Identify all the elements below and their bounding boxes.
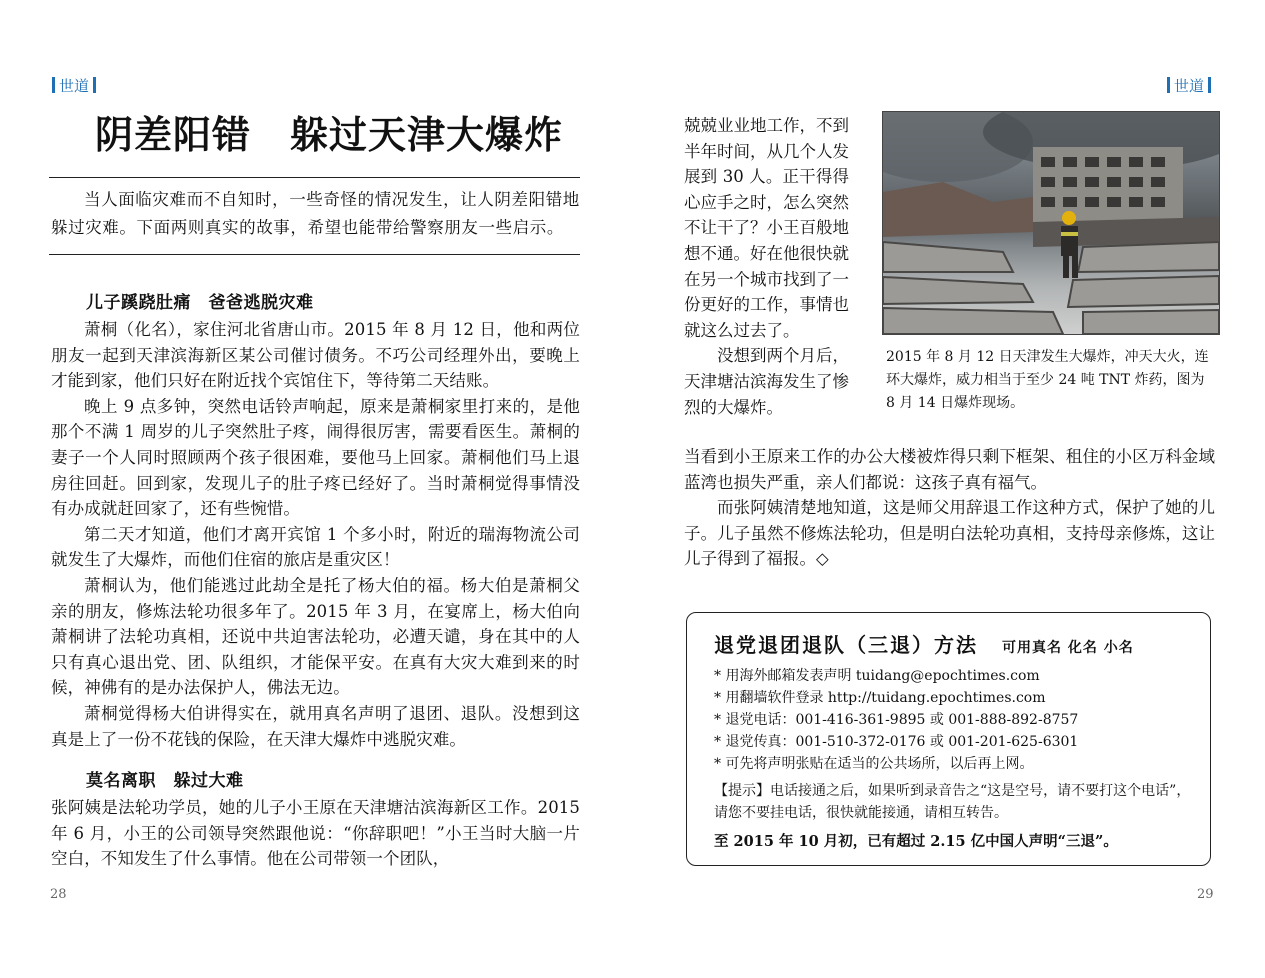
page-number-right: 29 <box>1197 887 1214 902</box>
box-title <box>714 629 1134 658</box>
section-tag-right <box>1163 75 1215 96</box>
explosion-scene-illustration <box>883 112 1219 334</box>
story2-paragraph: 当看到小王原来工作的办公大楼被炸得只剩下框架、租住的小区万科金域蓝湾也损失严重，亲人们都说：这孩子真有福气。 <box>684 447 1215 492</box>
intro-paragraph: 当人面临灾难而不自知时，一些奇怪的情况发生，让人阴差阳错地躲过灾难。下面两则真实的故事，希望也能带给警察朋友一些启示。 <box>51 190 580 237</box>
story1-body <box>51 317 580 752</box>
box-tip: 【提示】电话接通之后，如果听到录音告之“这是空号，请不要打这个电话”，请您不要挂电话，很快就能接通，请相互转告。 <box>714 783 1191 821</box>
photo-caption-text: 2015 年 8 月 12 日天津发生大爆炸，冲天大火，连环大爆炸，威力相当于至少 24 吨 TNT 炸药，图为 8 月 14 日爆炸现场。 <box>886 349 1209 411</box>
article-title: 阴差阳错 躲过天津大爆炸 <box>95 112 564 157</box>
page-number-left: 28 <box>50 887 67 902</box>
box-method-item: * 用海外邮箱发表声明 tuidang@epochtimes.com <box>714 668 1040 684</box>
section-tag-bar <box>52 77 55 93</box>
story2-paragraph: 兢兢业业地工作，不到半年时间，从几个人发展到 30 人。正干得得心应手之时，怎么突然不让干了？小王百般地想不通。好在他很快就在另一个城市找到了一份更好的工作，事情也就这么过去了。 <box>684 116 849 340</box>
box-method-item: * 可先将声明张贴在适当的公共场所，以后再上网。 <box>714 756 1034 772</box>
section-tag-label: 世道 <box>59 77 90 95</box>
story1-paragraph: 萧桐认为，他们能逃过此劫全是托了杨大伯的福。杨大伯是萧桐父亲的朋友，修炼法轮功很多年了。2015 年 3 月，在宴席上，杨大伯向萧桐讲了法轮功真相，还说中共迫害法轮功，必遭天谴，身在其中的人只有真心退出党、团、队组织，才能保平安。在真有大灾大难到来的时候，神佛有的是办法保护人，佛法无边。 <box>51 575 580 698</box>
section-tag-bar <box>1167 77 1170 93</box>
photo-caption <box>886 346 1216 415</box>
story1-heading: 儿子蹊跷肚痛 爸爸逃脱灾难 <box>86 293 314 313</box>
box-method-list <box>714 665 1078 775</box>
section-tag-bar <box>93 77 96 93</box>
explosion-scene-photo <box>882 111 1220 335</box>
section-tag-bar <box>1208 77 1211 93</box>
box-method-item: * 退党电话：001-416-361-9895 或 001-888-892-8757 <box>714 712 1079 728</box>
box-final-statement: 至 2015 年 10 月初，已有超过 2.15 亿中国人声明“三退”。 <box>714 833 1118 850</box>
section-tag-label: 世道 <box>1174 77 1205 95</box>
tuidang-info-box <box>686 612 1211 866</box>
title-divider-top <box>49 177 580 178</box>
section-tag-left <box>48 75 100 96</box>
title-divider-bottom <box>49 254 580 255</box>
story2-paragraph: 张阿姨是法轮功学员，她的儿子小王原在天津塘沽滨海新区工作。2015 年 6 月，小王的公司领导突然跟他说：“你辞职吧！”小王当时大脑一片空白，不知发生了什么事情。他在公司带领一个团队， <box>51 798 580 869</box>
box-title-text: 退党退团退队（三退）方法 <box>714 633 978 657</box>
box-method-item: * 退党传真：001-510-372-0176 或 001-201-625-6301 <box>714 734 1079 750</box>
story1-paragraph: 萧桐觉得杨大伯讲得实在，就用真名声明了退团、退队。没想到这真是上了一份不花钱的保险，在天津大爆炸中逃脱灾难。 <box>51 703 580 749</box>
story1-paragraph: 第二天才知道，他们才离开宾馆 1 个多小时，附近的瑞海物流公司就发生了大爆炸，而他们住宿的旅店是重灾区！ <box>51 524 580 570</box>
box-title-note: 可用真名 化名 小名 <box>1002 640 1134 656</box>
story1-paragraph: 萧桐（化名），家住河北省唐山市。2015 年 8 月 12 日，他和两位朋友一起到天津滨海新区某公司催讨债务。不巧公司经理外出，要晚上才能到家，他们只好在附近找个宾馆住下，等待第二天结账。 <box>51 320 580 391</box>
story2-heading: 莫名离职 躲过大难 <box>86 771 244 791</box>
story2-continued-wide <box>684 444 1215 572</box>
intro-text <box>51 186 580 242</box>
box-method-item: * 用翻墙软件登录 http://tuidang.epochtimes.com <box>714 690 1046 706</box>
story2-paragraph: 而张阿姨清楚地知道，这是师父用辞退工作这种方式，保护了她的儿子。儿子虽然不修炼法轮功，但是明白法轮功真相，支持母亲修炼，这让儿子得到了福报。◇ <box>684 498 1215 569</box>
story2-paragraph: 没想到两个月后，天津塘沽滨海发生了惨烈的大爆炸。 <box>684 346 849 417</box>
story1-paragraph: 晚上 9 点多钟，突然电话铃声响起，原来是萧桐家里打来的，是他那个不满 1 周岁的儿子突然肚子疼，闹得很厉害，需要看医生。萧桐的妻子一个人同时照顾两个孩子很困难，要他马上回家。萧桐他们马上退房往回赶。回到家，发现儿子的肚子疼已经好了。当时萧桐觉得事情没有办成就赶回家了，还有些惋惜。 <box>51 396 580 519</box>
story2-body <box>51 795 580 872</box>
story2-continued-narrow <box>684 113 849 420</box>
